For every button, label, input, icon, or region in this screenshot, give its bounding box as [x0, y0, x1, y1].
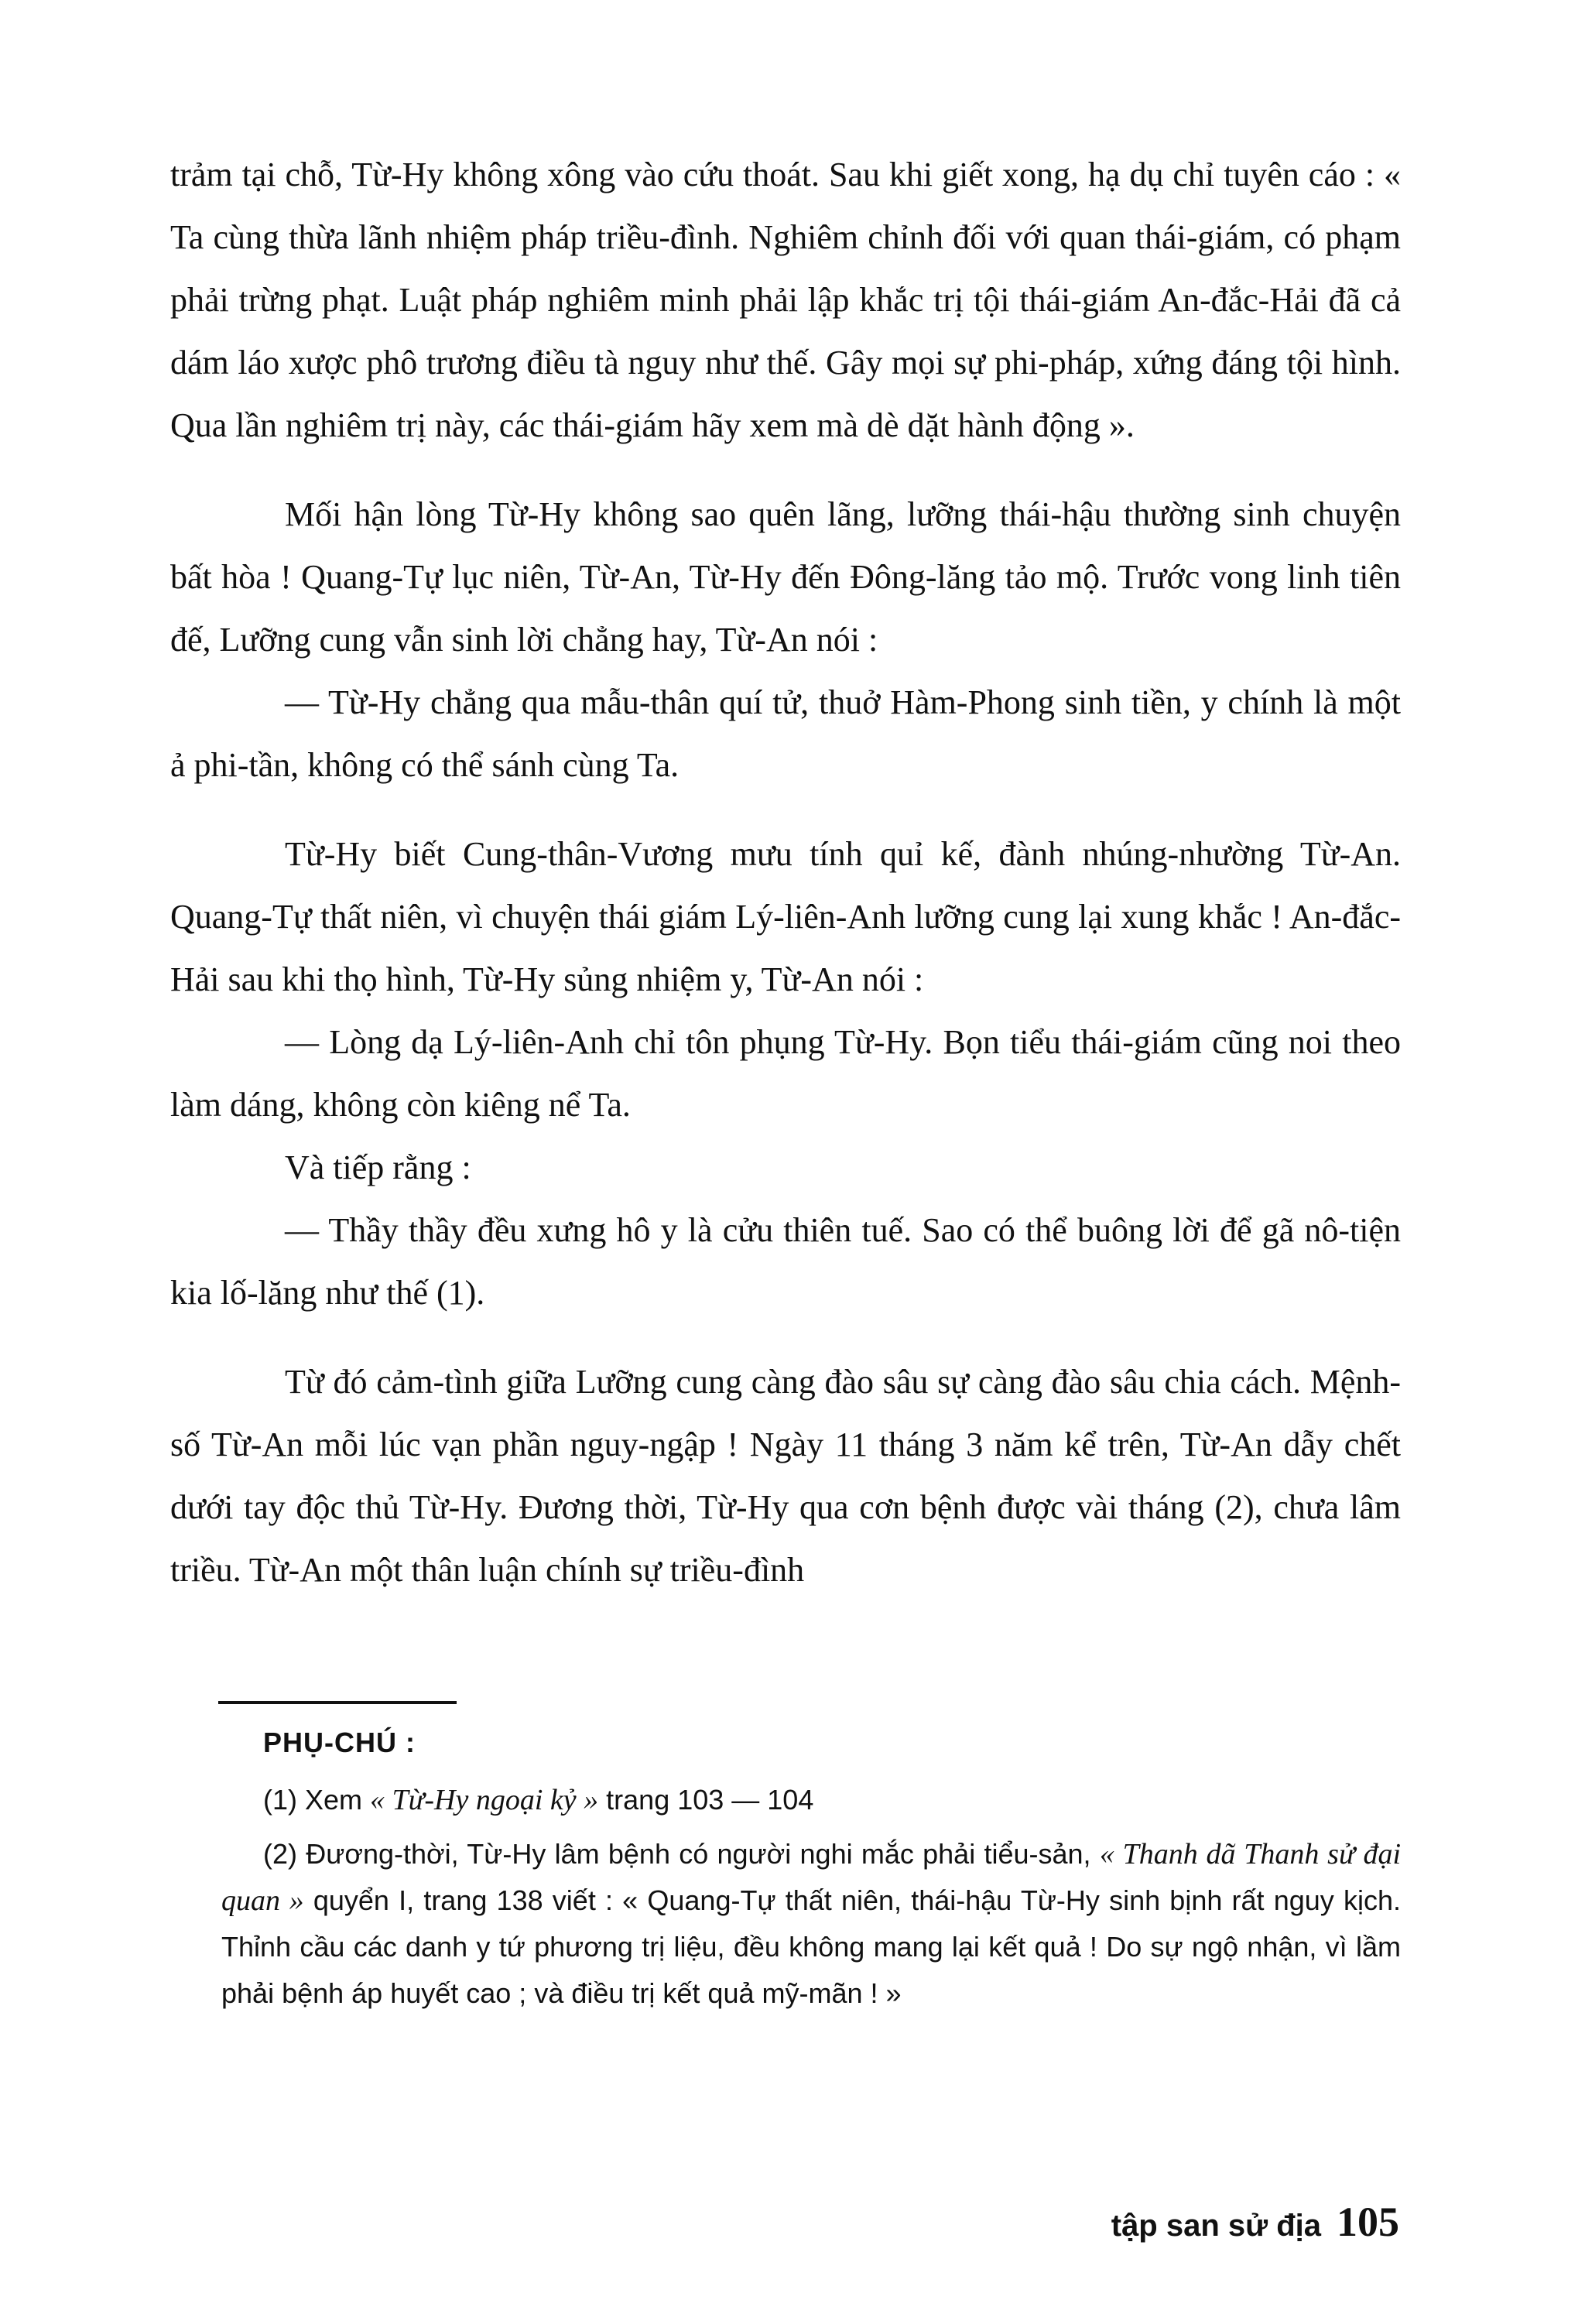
footnotes	[221, 1720, 1401, 2017]
paragraph-8: Từ đó cảm-tình giữa Lưỡng cung càng đào sâu sự càng đào sâu chia cách. Mệnh-số Từ-An mỗi lúc vạn phần nguy-ngập ! Ngày 11 tháng 3 năm kể trên, Từ-An dẫy chết dưới tay độc thủ Từ-Hy. Đương thời, Từ-Hy qua cơn bệnh được vài tháng (2), chưa lâm triều. Từ-An một thân luận chính sự triều-đình	[170, 1363, 1401, 1589]
footnote-divider	[218, 1701, 457, 1704]
footnote-1	[263, 1777, 1401, 1823]
journal-name: tập san sử địa	[1111, 2209, 1321, 2243]
paragraph-5-quote: — Lòng dạ Lý-liên-Anh chỉ tôn phụng Từ-Hy. Bọn tiểu thái-giám cũng noi theo làm dáng, không còn kiêng nể Ta.	[170, 1023, 1401, 1124]
footnote-2-title: « Thanh dã Thanh sử đại quan »	[221, 1838, 1401, 1917]
paragraph-6: Và tiếp rằng :	[285, 1148, 471, 1186]
footnotes-heading: PHỤ-CHÚ :	[263, 1727, 416, 1758]
page-footer	[1111, 2198, 1399, 2246]
paragraph-4: Từ-Hy biết Cung-thân-Vương mưu tính quỉ kế, đành nhúng-nhường Từ-An. Quang-Tự thất niên, vì chuyện thái giám Lý-liên-Anh lưỡng cung lại xung khắc ! An-đắc-Hải sau khi thọ hình, Từ-Hy sủng nhiệm y, Từ-An nói :	[170, 835, 1401, 998]
footnote-1-prefix: (1) Xem	[263, 1784, 371, 1816]
paragraph-7-quote: — Thầy thầy đều xưng hô y là cửu thiên tuế. Sao có thể buông lời để gã nô-tiện kia lố-lăng như thế (1).	[170, 1211, 1401, 1312]
footnote-1-title: « Từ-Hy ngoại kỷ »	[370, 1784, 599, 1816]
footnote-2-suffix: quyển I, trang 138 viết : « Quang-Tự thất niên, thái-hậu Từ-Hy sinh bịnh rất nguy kịch. Thỉnh cầu các danh y tứ phương trị liệu, đều không mang lại kết quả ! Do sự ngộ nhận, vì lầm phải bệnh áp huyết cao ; và điều trị kết quả mỹ-mãn ! »	[221, 1884, 1401, 2009]
page-number: 105	[1337, 2199, 1399, 2245]
footnote-1-suffix: trang 103 — 104	[598, 1784, 814, 1816]
footnote-2	[221, 1831, 1401, 2017]
main-text	[170, 143, 1401, 1601]
paragraph-3-quote: — Từ-Hy chẳng qua mẫu-thân quí tử, thuở Hàm-Phong sinh tiền, y chính là một ả phi-tần, không có thể sánh cùng Ta.	[170, 683, 1401, 784]
footnote-2-prefix: (2) Đương-thời, Từ-Hy lâm bệnh có người nghi mắc phải tiểu-sản,	[263, 1838, 1100, 1870]
paragraph-1: trảm tại chỗ, Từ-Hy không xông vào cứu thoát. Sau khi giết xong, hạ dụ chỉ tuyên cáo : « Ta cùng thừa lãnh nhiệm pháp triều-đình. Nghiêm chỉnh đối với quan thái-giám, có phạm phải trừng phạt. Luật pháp nghiêm minh phải lập khắc trị tội thái-giám An-đắc-Hải đã cả dám láo xược phô trương điều tà nguy như thế. Gây mọi sự phi-pháp, xứng đáng tội hình. Qua lần nghiêm trị này, các thái-giám hãy xem mà dè dặt hành động ».	[170, 156, 1401, 444]
paragraph-2: Mối hận lòng Từ-Hy không sao quên lãng, lưỡng thái-hậu thường sinh chuyện bất hòa ! Quang-Tự lục niên, Từ-An, Từ-Hy đến Đông-lăng tảo mộ. Trước vong linh tiên đế, Lưỡng cung vẫn sinh lời chẳng hay, Từ-An nói :	[170, 495, 1401, 659]
